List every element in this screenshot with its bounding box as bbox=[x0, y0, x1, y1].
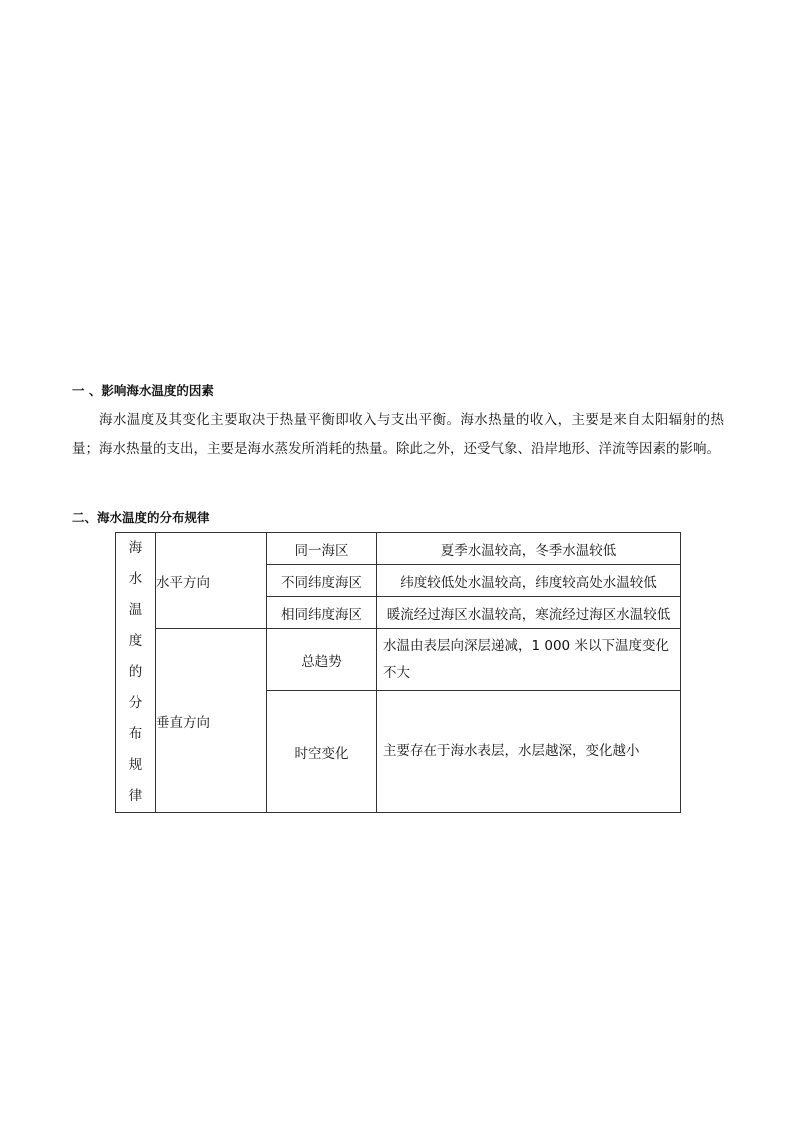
table-cell-subcategory: 相同纬度海区 bbox=[267, 597, 377, 629]
table-cell-description: 夏季水温较高，冬季水温较低 bbox=[377, 533, 681, 565]
table-row bbox=[116, 629, 681, 691]
table-cell-subcategory: 同一海区 bbox=[267, 533, 377, 565]
table-row bbox=[116, 533, 681, 565]
row-header-char: 布 bbox=[128, 726, 143, 742]
table-cell-subcategory: 时空变化 bbox=[267, 691, 377, 813]
row-header-char: 水 bbox=[128, 571, 143, 587]
table-cell-subcategory: 总趋势 bbox=[267, 629, 377, 691]
row-header-char: 温 bbox=[128, 602, 143, 618]
direction-vertical: 垂直方向 bbox=[156, 629, 267, 813]
row-header-char: 的 bbox=[128, 664, 143, 680]
direction-horizontal: 水平方向 bbox=[156, 533, 267, 629]
row-header-char: 海 bbox=[128, 540, 143, 556]
factors-paragraph: 海水温度及其变化主要取决于热量平衡即收入与支出平衡。海水热量的收入，主要是来自太阳辐射的热量；海水热量的支出，主要是海水蒸发所消耗的热量。除此之外，还受气象、沿岸地形、洋流等因素的影响。 bbox=[72, 412, 724, 457]
row-header-char: 规 bbox=[128, 757, 143, 773]
row-header-vertical-text bbox=[116, 533, 156, 813]
section-heading-distribution: 二、海水温度的分布规律 bbox=[72, 510, 210, 525]
table-cell-description: 水温由表层向深层递减，1 000 米以下温度变化不大 bbox=[377, 629, 681, 691]
section-heading-factors: 一 、影响海水温度的因素 bbox=[72, 383, 214, 398]
table-cell-description: 主要存在于海水表层，水层越深，变化越小 bbox=[377, 691, 681, 813]
row-header-char: 分 bbox=[128, 695, 143, 711]
distribution-table bbox=[115, 532, 681, 813]
row-header-char: 度 bbox=[128, 633, 143, 649]
table-cell-subcategory: 不同纬度海区 bbox=[267, 565, 377, 597]
table-cell-description: 暖流经过海区水温较高，寒流经过海区水温较低 bbox=[377, 597, 681, 629]
table-cell-description: 纬度较低处水温较高，纬度较高处水温较低 bbox=[377, 565, 681, 597]
row-header-char: 律 bbox=[128, 788, 143, 804]
